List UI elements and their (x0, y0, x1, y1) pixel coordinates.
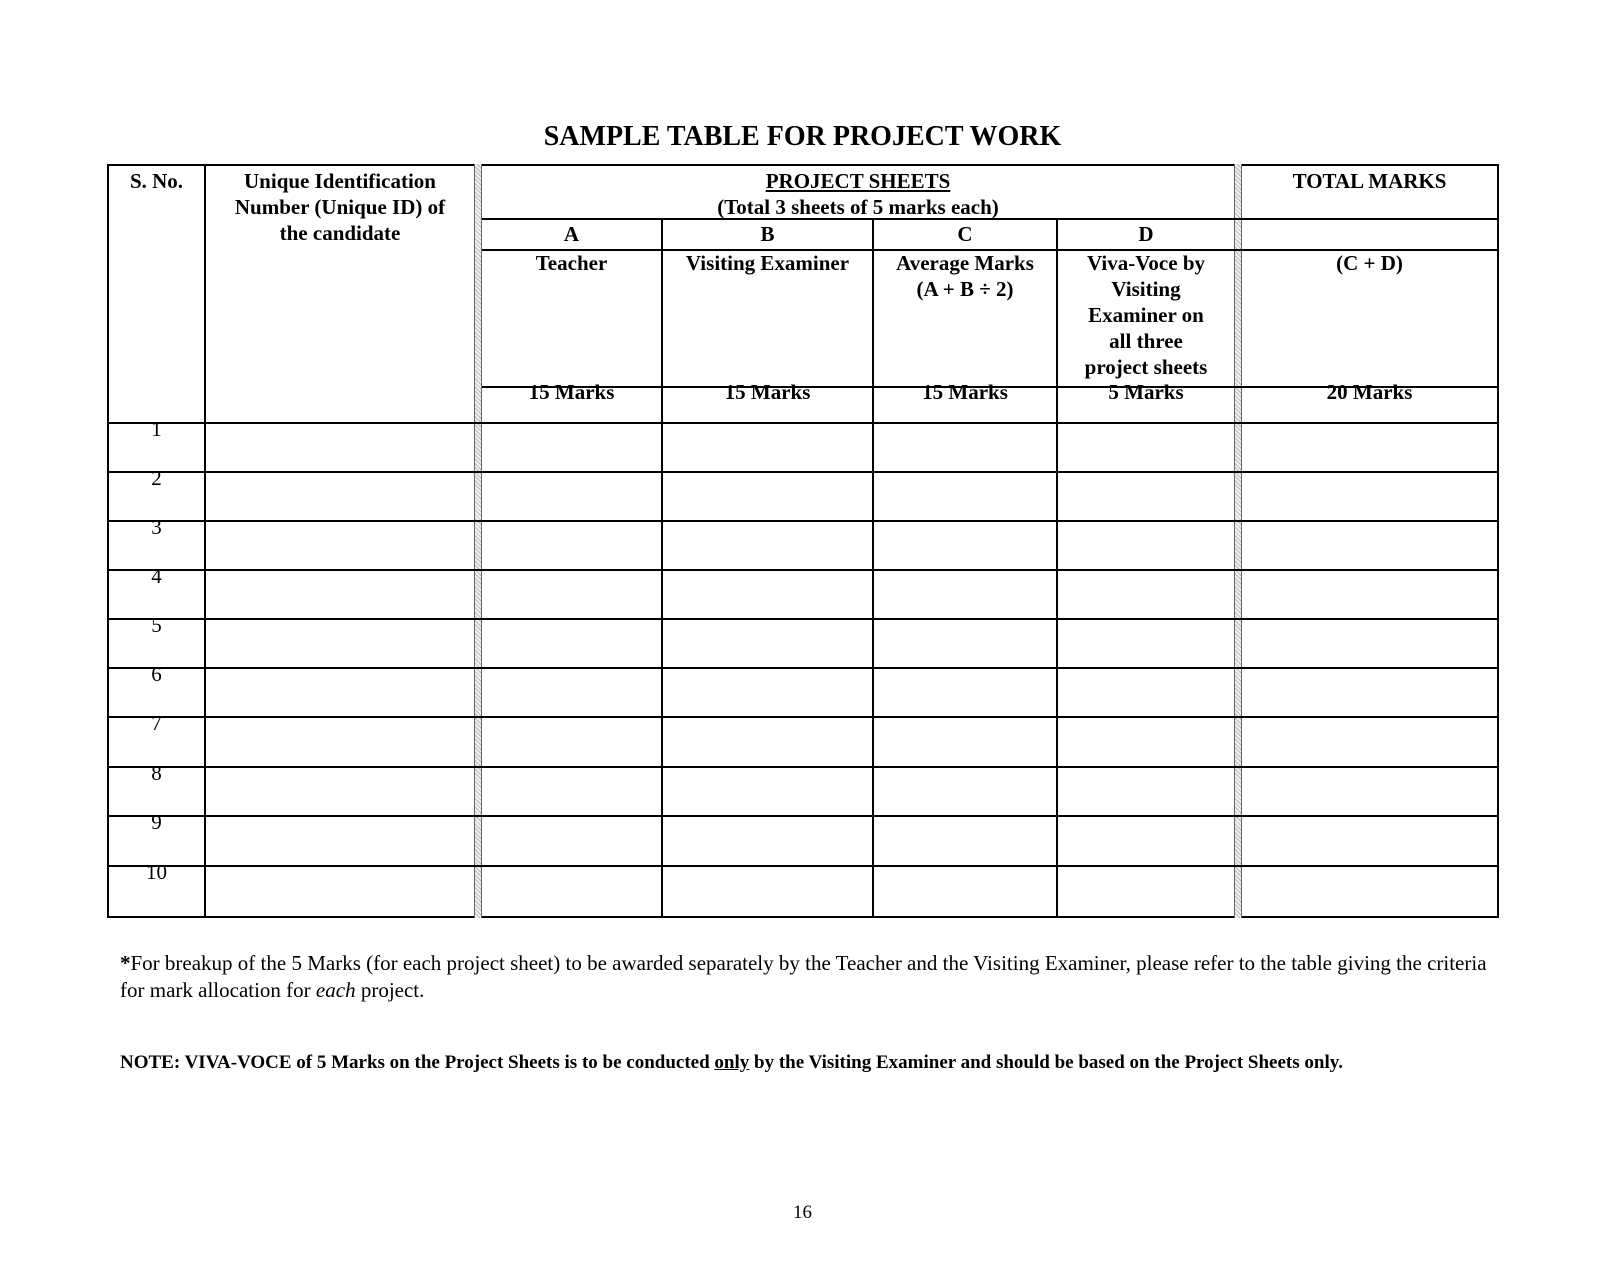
row-serial-number: 3 (151, 515, 162, 539)
row-rule (107, 865, 1499, 867)
marks-c: 15 Marks (922, 380, 1008, 404)
column-desc-line: Examiner on (1088, 303, 1204, 327)
project-sheets-title: PROJECT SHEETS (765, 169, 951, 193)
viva-voce-note (120, 1051, 1520, 1075)
row-serial-number: 4 (151, 564, 162, 588)
column-letter-d: D (1138, 222, 1154, 246)
row-serial-number: 9 (151, 810, 162, 834)
page-number: 16 (793, 1202, 812, 1223)
column-letter-b: B (760, 222, 775, 246)
note-underlined: only (714, 1052, 750, 1073)
row-serial-number: 6 (151, 662, 162, 686)
note-text: NOTE: VIVA-VOCE of 5 Marks on the Project Sheets is to be conducted (120, 1052, 715, 1073)
row-rule (107, 815, 1499, 817)
header-unique-id (206, 168, 474, 246)
note-text-end: by the Visiting Examiner and should be based on the Project Sheets only. (749, 1052, 1343, 1073)
column-desc-teacher: Teacher (535, 251, 608, 275)
header-unique-id-line: the candidate (279, 221, 401, 245)
column-desc-line: Average Marks (896, 251, 1034, 275)
table-border-bottom (107, 916, 1499, 918)
column-desc-average-marks (874, 250, 1056, 302)
row-serial-number: 7 (151, 711, 162, 735)
column-desc-line: project sheets (1084, 355, 1208, 379)
row-rule (107, 618, 1499, 620)
header-unique-id-line: Number (Unique ID) of (234, 195, 446, 219)
page-title: SAMPLE TABLE FOR PROJECT WORK (543, 121, 1062, 152)
column-divider-double-right (1234, 164, 1242, 918)
header-rule-bottom (107, 422, 1499, 424)
column-divider-a-b (661, 218, 663, 918)
row-rule (107, 667, 1499, 669)
row-rule (107, 766, 1499, 768)
row-serial-number: 10 (146, 860, 167, 884)
header-unique-id-line: Unique Identification (244, 169, 436, 193)
column-desc-line: Visiting (1111, 277, 1181, 301)
row-rule (107, 520, 1499, 522)
footnote-text: For breakup of the 5 Marks (for each project sheet) to be awarded separately by the Teacher and the Visiting Examiner, please refer to the table giving the criteria for mark allocation for (120, 951, 1487, 1002)
row-serial-number: 2 (151, 466, 162, 490)
column-divider-serial (204, 164, 206, 918)
row-serial-number: 5 (151, 613, 162, 637)
column-letter-c: C (957, 222, 973, 246)
column-divider-double-left (474, 164, 482, 918)
header-project-sheets (482, 168, 1234, 220)
row-serial-number: 8 (151, 761, 162, 785)
row-rule (107, 471, 1499, 473)
table-border-left (107, 164, 109, 918)
footnote (120, 950, 1500, 1004)
column-divider-b-c (872, 218, 874, 918)
marks-b: 15 Marks (724, 380, 811, 404)
total-formula: (C + D) (1336, 251, 1403, 275)
column-desc-line: Viva-Voce by (1086, 251, 1206, 275)
marks-total: 20 Marks (1326, 380, 1413, 404)
row-rule (107, 716, 1499, 718)
column-desc-viva-voce (1058, 250, 1234, 380)
header-serial-number: S. No. (129, 169, 184, 193)
project-sheets-subtitle: (Total 3 sheets of 5 marks each) (717, 195, 999, 219)
table-border-top (107, 164, 1499, 166)
column-letter-a: A (563, 222, 580, 246)
footnote-text-end: project. (355, 978, 425, 1002)
column-desc-line: all three (1109, 329, 1183, 353)
marks-a: 15 Marks (528, 380, 615, 404)
row-rule (107, 569, 1499, 571)
row-serial-number: 1 (151, 417, 162, 441)
footnote-emphasis: each (315, 978, 356, 1002)
project-marks-table (107, 164, 1499, 918)
column-desc-line: (A + B ÷ 2) (916, 277, 1014, 301)
marks-d: 5 Marks (1108, 380, 1184, 404)
header-total-marks: TOTAL MARKS (1292, 169, 1447, 193)
column-desc-visiting-examiner: Visiting Examiner (685, 251, 850, 275)
table-border-right (1497, 164, 1499, 918)
footnote-asterisk: * (120, 951, 131, 975)
